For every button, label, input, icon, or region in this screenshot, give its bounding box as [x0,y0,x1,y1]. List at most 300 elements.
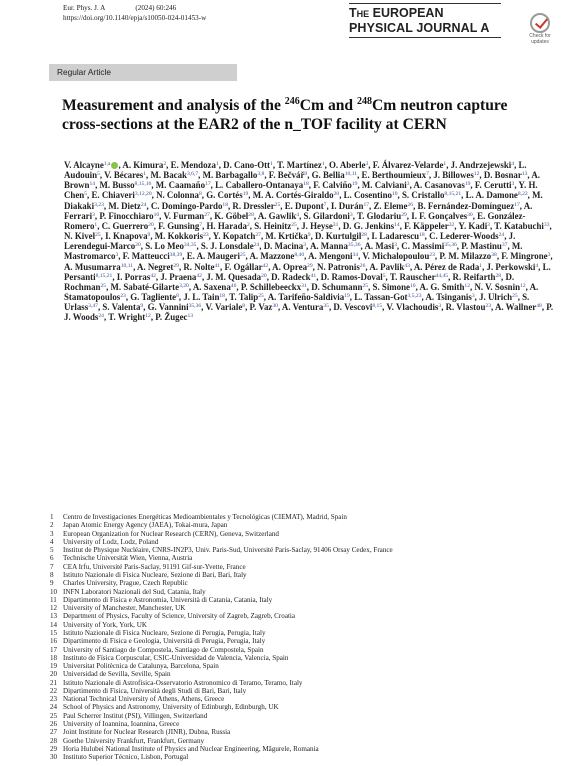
author-name[interactable] [354,292,421,302]
author-name[interactable] [494,221,549,231]
author-name[interactable] [130,292,179,302]
affiliation-text: Technische Universität Wien, Vienna, Austria [63,554,193,563]
author-affiliation-marker[interactable]: 5 [84,191,88,198]
author-affiliation-marker[interactable]: 23 [203,232,209,239]
author-affiliation-marker[interactable]: 3,8 [257,171,265,178]
author-affiliation-marker[interactable]: 1 [321,161,325,167]
author-affiliation-marker[interactable]: 10 [410,282,416,289]
author-name[interactable] [321,272,386,282]
affiliation-item [50,621,550,629]
author-affiliation-marker[interactable]: 17 [514,201,520,208]
author-name[interactable] [304,211,353,221]
affiliation-text: Universidad de Sevilla, Seville, Spain [63,670,171,679]
author-name[interactable] [333,302,382,312]
author-name[interactable] [206,190,248,200]
author-name[interactable] [150,170,198,180]
author-affiliation-marker[interactable]: 14 [394,221,400,228]
author-affiliation-marker[interactable]: 30 [272,303,278,310]
author-affiliation-marker[interactable]: 19 [344,293,350,300]
author-name[interactable] [183,262,220,272]
author-affiliation-marker[interactable]: 3 [487,221,490,228]
author-name[interactable] [250,251,305,261]
author-name-text: A. Musumarra [64,261,121,272]
author-name[interactable] [102,221,154,231]
author-name[interactable] [241,282,307,292]
author-affiliation-marker[interactable]: 7 [323,201,327,208]
author-affiliation-marker[interactable]: 23 [485,303,491,310]
author-name[interactable] [171,160,219,170]
author-name[interactable] [100,180,152,190]
author-name[interactable] [160,272,202,282]
author-name[interactable] [105,231,150,241]
author-name[interactable] [229,292,264,302]
author-name[interactable] [258,211,299,221]
author-name-text: L. Persanti [64,261,551,282]
author-affiliation-marker[interactable]: 31 [332,221,339,228]
affiliation-number: 20 [50,670,58,679]
author-name[interactable] [458,221,490,231]
author-affiliation-marker[interactable]: 1 [443,161,447,167]
author-affiliation-marker[interactable]: 19 [351,181,358,188]
author-affiliation-marker[interactable]: 17 [363,201,370,208]
author-affiliation-marker[interactable]: 25 [274,201,281,208]
author-name[interactable] [64,160,118,170]
author-affiliation-marker[interactable]: 38 [491,252,497,259]
author-name[interactable] [155,231,209,241]
author-name-text: J. Billowes [433,170,474,181]
author-affiliation-marker[interactable]: 3,5,23 [407,293,422,300]
journal-logo: THE EUROPEAN PHYSICAL JOURNAL A [349,3,501,38]
author-name[interactable] [329,160,368,170]
author-affiliation-marker[interactable]: 1 [215,161,219,167]
author-affiliation-marker[interactable]: 8,15,21 [95,272,113,279]
author-name[interactable] [268,292,350,302]
author-affiliation-marker[interactable]: 24 [498,232,505,239]
author-affiliation-marker[interactable]: 1 [143,171,147,178]
author-affiliation-marker[interactable]: 24 [253,242,260,249]
author-name-text: A. Stamatopoulos [64,281,539,303]
author-affiliation-marker[interactable]: 9 [140,303,144,310]
author-name[interactable] [475,180,514,190]
author-affiliation-marker[interactable]: 8,22 [517,191,528,198]
author-affiliation-marker[interactable]: 1 [479,262,483,269]
author-affiliation-marker[interactable]: 3 [303,242,306,249]
author-name[interactable] [404,221,454,231]
author-affiliation-marker[interactable]: 12 [520,282,526,289]
author-affiliation-marker[interactable]: 33 [543,221,550,228]
author-affiliation-marker[interactable]: 5 [97,171,100,178]
affiliation-text: Paul Scherrer Institut (PSI), Villingen, Switzerland [63,711,208,720]
author-name[interactable] [501,251,550,261]
affiliation-text: Department of Physics, Faculty of Science, University of Zagreb, Zagreb, Croatia [63,612,296,621]
author-affiliation-marker[interactable]: 3 [471,293,475,300]
author-name[interactable] [312,170,357,180]
author-affiliation-marker[interactable]: 4 [296,211,300,218]
author-name[interactable] [373,201,413,211]
author-affiliation-marker[interactable]: 20 [261,272,267,279]
affiliation-number: 4 [50,537,54,546]
author-name-text: T. Talip [229,292,259,303]
author-name[interactable] [205,302,245,312]
author-affiliation-marker[interactable]: 8,15 [372,303,383,310]
author-name[interactable] [91,190,151,200]
author-name[interactable] [265,231,310,241]
affiliation-number: 29 [50,744,58,753]
author-name[interactable] [484,170,528,180]
author-name-text: J. M. Quesada [206,271,262,282]
affiliation-number: 14 [50,620,58,629]
author-affiliation-marker[interactable]: 41 [214,262,221,269]
author-affiliation-marker[interactable]: 35 [323,303,329,310]
author-affiliation-marker[interactable]: 25 [100,282,107,289]
author-name[interactable] [420,282,470,292]
author-affiliation-marker[interactable]: 3 [406,181,410,188]
author-affiliation-marker[interactable]: 30 [467,211,473,218]
author-affiliation-marker[interactable]: 19 [464,181,471,188]
author-name-text: R. Vlastou [445,302,486,313]
author-name[interactable] [411,211,472,221]
author-affiliation-marker[interactable]: 4 [535,262,539,269]
author-affiliation-marker[interactable]: 44,45 [435,272,449,279]
affiliation-item [50,588,550,596]
author-name[interactable] [271,272,316,282]
author-name-text: T. Glodariu [356,210,402,221]
author-affiliation-marker[interactable]: 10,11 [344,171,358,178]
author-affiliation-marker[interactable]: 28 [248,211,254,218]
author-name[interactable] [64,231,101,241]
author-name-text: P. Žugec [155,312,188,323]
author-affiliation-marker[interactable]: 26 [407,201,414,208]
author-affiliation-marker[interactable]: 4 [511,161,515,167]
author-affiliation-marker[interactable]: 29 [307,262,313,269]
author-name[interactable] [232,201,280,211]
author-affiliation-marker[interactable]: 43 [404,262,410,269]
author-affiliation-marker[interactable]: 9 [304,171,308,178]
author-affiliation-marker[interactable]: 2 [246,221,250,228]
author-name[interactable] [206,272,266,282]
author-name[interactable] [108,312,151,322]
author-name[interactable] [414,262,482,272]
author-name[interactable] [254,221,297,231]
author-affiliation-marker[interactable]: 8,15,16 [134,181,152,188]
author-affiliation-marker[interactable]: 8 [176,293,179,300]
author-affiliation-marker[interactable]: 41 [310,272,317,279]
author-name[interactable] [102,302,143,312]
author-affiliation-marker[interactable]: 27 [255,232,261,239]
author-name-text: R. Nolte [183,261,215,272]
author-name[interactable] [461,241,507,251]
author-affiliation-marker[interactable]: 25 [512,293,518,300]
author-affiliation-marker[interactable]: 18 [419,232,425,239]
affiliation-item [50,546,550,554]
author-list: V. Alcayne$^{1,a}$ , A. Kimura$^2$, E. Mendoza$^1$, D. Cano-Ott$^1$, T. Martínez$^1$, O. Aberle$^3$, F. Álvarez-Velarde$^1$, J. Andrzejewski$^4$, L. Audouin$^5$, V. Bécares$^1$, M. Bacak$^{3,6,7}$, M. Barbagallo$^{3,8}$, F. Bečvář$^9$, G. Bellia$^{10,11}$, E. Berthoumieux$^7$, J. Billowes$^{12}$, D. Bosnar$^{13}$, A. Brown$^{14}$, M. Busso$^{8,15,16}$, M. Caamaño$^{17}$, L. Caballero-Ontanaya$^{18}$, F. Calviño$^{19}$, M. Calviani$^3$, A. Casanovas$^{19}$, F. Cerutti$^3$, Y. H. Chen$^5$, E. Chiaveri$^{3,12,20}$, N. Colonna$^8$, G. Cortés$^{19}$, M. A. Cortés-Giraldo$^{20}$, L. Cosentino$^{10}$, S. Cristallo$^{8,15,21}$, L. A. Damone$^{8,22}$, M. Diakaki$^{3,23}$, M. Dietz$^{24}$, C. Domingo-Pardo$^{18}$, R. Dressler$^{25}$, E. Dupont$^7$, I. Durán$^{17}$, Z. Eleme$^{26}$, B. Fernández-Domínguez$^{17}$, A. Ferrari$^3$, P. Finocchiaro$^{10}$, V. Furman$^{27}$, K. Göbel$^{28}$, A. Gawlik$^4$, S. Gilardoni$^3$, T. Glodariu$^{29}$, I. F. Gonçalves$^{30}$, E. González-Romero$^1$, C. Guerrero$^{20}$, F. Gunsing$^7$, H. Harada$^2$, S. Heinitz$^{25}$, J. Heyse$^{31}$, D. G. Jenkins$^{14}$, F. Käppeler$^{32}$, Y. Kadi$^3$, T. Katabuchi$^{33}$, N. Kivel$^{25}$, I. Knapova$^9$, M. Kokkoris$^{23}$, Y. Kopatch$^{27}$, M. Krtička$^9$, D. Kurtulgil$^{28}$, I. Ladarescu$^{18}$, C. Lederer-Woods$^{24}$, J. Lerendegui-Marco$^{20}$, S. Lo Meo$^{34,35}$, S. J. Lonsdale$^{24}$, D. Macina$^3$, A. Manna$^{35,36}$, A. Masi$^3$, C. Massimi$^{35,36}$, P. Mastinu$^{37}$, M. Mastromarco$^3$, F. Matteucci$^{38,39}$, E. A. Maugeri$^{25}$, A. Mazzone$^{8,40}$, A. Mengoni$^{34}$, V. Michalopoulou$^{23}$, P. M. Milazzo$^{38}$, F. Mingrone$^3$, A. Musumarra$^{10,11}$, A. Negret$^{29}$, R. Nolte$^{41}$, F. Ogállar$^{42}$, A. Oprea$^{29}$, N. Patronis$^{26}$, A. Pavlik$^{43}$, A. Pérez de Rada$^1$, J. Perkowski$^4$, L. Persanti$^{8,15,21}$, I. Porras$^{42}$, J. Praena$^{42}$, J. M. Quesada$^{20}$, D. Radeck$^{41}$, D. Ramos-Doval$^5$, T. Rauscher$^{44,45}$, R. Reifarth$^{28}$, D. Rochman$^{25}$, M. Sabaté-Gilarte$^{3,20}$, A. Saxena$^{46}$, P. Schillebeeckx$^{31}$, D. Schumann$^{25}$, S. Simone$^{10}$, A. G. Smith$^{12}$, N. V. Sosnin$^{12}$, A. Stamatopoulos$^{23}$, G. Tagliente$^8$, J. L. Tain$^{18}$, T. Talip$^{25}$, A. Tarifeño-Saldivia$^{19}$, L. Tassan-Got$^{3,5,23}$, A. Tsinganis$^3$, J. Ulrich$^{25}$, S. Urlass$^{3,47}$, S. Valenta$^9$, G. Vannini$^{35,36}$, V. Variale$^8$, P. Vaz$^{30}$, A. Ventura$^{35}$, D. Vescovi$^{8,15}$, V. Vlachoudis$^3$, R. Vlastou$^{23}$, A. Wallner$^{48}$, P. J. Woods$^{24}$, T. Wright$^{12}$, P. Žugec$^{13}$ [64,160,554,323]
author-name[interactable] [301,221,338,231]
author-affiliation-marker[interactable]: 3 [438,303,442,310]
author-name-text: F. Käppeler [404,220,449,231]
author-affiliation-marker[interactable]: 3 [349,211,353,218]
author-affiliation-marker[interactable]: 28 [495,272,502,279]
affiliation-number: 5 [50,546,54,555]
author-name[interactable] [253,190,339,200]
affiliation-text: Instituto de Física Corpuscular, CSIC-Universidad de Valencia, Valencia, Spain [63,653,289,662]
author-name[interactable] [362,170,429,180]
author-name[interactable] [277,160,324,170]
author-affiliation-marker[interactable]: 3,20 [179,282,189,289]
affiliation-text: Joint Institute for Nuclear Research (JINR), Dubna, Russia [63,728,231,737]
author-name[interactable] [163,211,209,221]
author-affiliation-marker[interactable]: 8,40 [294,252,305,259]
author-name[interactable] [495,302,542,312]
author-affiliation-marker[interactable]: 3,47 [88,303,98,310]
author-affiliation-marker[interactable]: 25 [362,282,369,289]
author-name[interactable] [310,241,361,251]
author-affiliation-marker[interactable]: 3,23 [94,201,104,208]
author-name[interactable] [487,262,539,272]
author-name[interactable] [362,180,410,190]
author-affiliation-marker[interactable]: 20 [148,221,154,228]
author-name-text: G. Bellia [311,170,345,181]
author-affiliation-marker[interactable]: 23 [429,252,435,259]
author-name[interactable] [148,302,202,312]
author-affiliation-marker[interactable]: 17 [205,181,211,188]
author-name-text: K. Göbel [214,210,249,221]
author-affiliation-marker[interactable]: 1 [94,221,98,228]
check-for-updates-button[interactable] [525,13,555,47]
author-affiliation-marker[interactable]: 2 [163,161,167,167]
author-name[interactable] [123,251,183,261]
author-name[interactable] [122,160,166,170]
affiliation-number: 25 [50,711,58,720]
author-affiliation-marker[interactable]: 27 [204,211,210,218]
author-name[interactable] [183,292,225,302]
author-affiliation-marker[interactable]: 3 [394,242,397,249]
author-affiliation-marker[interactable]: 3 [365,161,369,167]
author-name-text: C. Massimi [401,241,445,252]
author-name-text: N. Kivel [64,231,96,242]
author-name[interactable] [156,190,202,200]
author-affiliation-marker[interactable]: 29 [173,262,179,269]
author-name[interactable] [451,160,514,170]
author-name[interactable] [418,201,520,211]
author-name[interactable] [272,262,312,272]
author-affiliation-marker[interactable]: 14 [89,181,96,188]
author-name[interactable] [474,282,525,292]
author-affiliation-marker[interactable]: 10 [153,211,160,218]
affiliation-item [50,679,550,687]
author-name-text: V. Furman [163,210,205,221]
affiliation-number: 11 [50,595,57,604]
author-name[interactable] [156,180,211,190]
author-name[interactable] [344,190,398,200]
affiliation-item [50,662,550,670]
author-affiliation-marker[interactable]: 3,6,7 [186,171,199,178]
author-affiliation-marker[interactable]: 13 [521,171,528,178]
author-name[interactable] [373,160,446,170]
author-name[interactable] [207,221,250,231]
doi-link[interactable]: https://doi.org/10.1140/epja/s10050-024-01453-w [63,13,207,22]
author-name[interactable] [282,302,329,312]
author-name[interactable] [214,211,254,221]
author-affiliation-marker[interactable]: 25 [258,293,264,300]
author-name[interactable] [223,160,273,170]
author-name-text: F. Mingrone [501,251,548,262]
author-affiliation-marker[interactable]: 42 [196,272,202,279]
author-name[interactable] [433,170,479,180]
author-name[interactable] [285,201,327,211]
author-name[interactable] [213,231,261,241]
author-affiliation-marker[interactable]: 12 [145,313,151,320]
author-affiliation-marker[interactable]: 20 [333,191,340,198]
orcid-icon[interactable] [111,162,118,169]
author-name[interactable] [313,180,357,190]
author-affiliation-marker[interactable]: 3 [115,252,119,259]
author-affiliation-marker[interactable]: 26 [359,262,366,269]
author-name[interactable] [201,241,259,251]
author-affiliation-marker[interactable]: 3 [547,252,551,259]
author-name[interactable] [137,262,179,272]
author-affiliation-marker[interactable]: 1 [270,161,273,167]
affiliation-list [50,513,550,761]
author-affiliation-marker[interactable]: 35,36 [444,242,457,249]
author-affiliation-marker[interactable]: 34 [352,252,359,259]
author-affiliation-marker[interactable]: 48 [536,303,542,310]
author-name-text: M. Krtička [265,231,308,242]
author-affiliation-marker[interactable]: 34,35 [183,242,197,249]
affiliation-number: 6 [50,554,54,563]
author-affiliation-marker[interactable]: 13 [187,313,194,320]
author-name[interactable] [357,211,407,221]
author-name[interactable] [308,251,358,261]
author-name[interactable] [386,302,441,312]
author-name[interactable] [317,262,365,272]
author-name[interactable] [108,201,146,211]
author-name[interactable] [145,241,196,251]
author-affiliation-marker[interactable]: 20 [135,242,141,249]
author-name[interactable] [401,241,457,251]
affiliation-item [50,712,550,720]
author-affiliation-marker[interactable]: 9 [307,232,311,239]
author-name[interactable] [364,241,396,251]
author-affiliation-marker[interactable]: 12 [473,171,480,178]
author-name[interactable] [331,201,369,211]
author-affiliation-marker[interactable]: 10,11 [120,262,134,269]
author-affiliation-marker[interactable]: 7 [426,171,429,178]
author-name[interactable] [373,282,416,292]
author-affiliation-marker[interactable]: 18 [222,201,228,208]
author-affiliation-marker[interactable]: 3 [511,181,515,188]
author-name[interactable] [155,312,193,322]
author-affiliation-marker[interactable]: 25 [239,252,246,259]
author-affiliation-marker[interactable]: 23 [120,293,126,300]
author-affiliation-marker[interactable]: 1,a [103,161,111,167]
author-name-text: E. A. Maugeri [186,251,240,262]
author-name[interactable] [193,282,237,292]
affiliation-number: 30 [50,753,58,762]
author-name[interactable] [64,262,133,272]
author-affiliation-marker[interactable]: 10 [391,191,398,198]
author-name[interactable] [371,231,424,241]
author-name[interactable] [264,241,306,251]
author-affiliation-marker[interactable]: 5 [382,272,386,279]
author-name[interactable] [250,302,278,312]
author-affiliation-marker[interactable]: 8 [242,303,246,310]
author-affiliation-marker[interactable]: 25 [95,232,101,239]
author-affiliation-marker[interactable]: 19 [242,191,249,198]
author-name[interactable] [203,170,265,180]
author-affiliation-marker[interactable]: 24 [140,201,147,208]
author-name[interactable] [343,221,400,231]
author-affiliation-marker[interactable]: 8,15,21 [444,191,462,198]
author-name[interactable] [111,282,189,292]
author-name-text: P. Vaz [249,302,273,313]
author-affiliation-marker[interactable]: 37 [501,242,508,249]
author-affiliation-marker[interactable]: 38,39 [169,252,183,259]
author-name[interactable] [104,170,146,180]
author-affiliation-marker[interactable]: 32 [448,221,455,228]
author-name[interactable] [151,201,228,211]
author-name[interactable] [439,251,497,261]
author-affiliation-marker[interactable]: 18 [303,181,309,188]
author-name[interactable] [466,190,528,200]
author-name[interactable] [390,272,448,282]
author-name[interactable] [479,292,518,302]
author-name[interactable] [402,190,461,200]
author-name[interactable] [315,231,367,241]
author-name[interactable] [446,302,491,312]
author-affiliation-marker[interactable]: 12 [464,282,471,289]
author-name[interactable] [369,262,410,272]
author-name[interactable] [425,292,474,302]
affiliation-text: Istituto Nazionale di Astrofisica-Osservatorio Astronomico di Teramo, Teramo, Italy [63,678,303,687]
author-name[interactable] [269,170,307,180]
author-affiliation-marker[interactable]: 29 [401,211,407,218]
author-name[interactable] [99,211,159,221]
author-affiliation-marker[interactable]: 9 [147,232,151,239]
affiliation-item [50,563,550,571]
author-affiliation-marker[interactable]: 25 [291,221,297,228]
affiliation-item [50,612,550,620]
author-affiliation-marker[interactable]: 3,12,20 [134,191,152,198]
author-affiliation-marker[interactable]: 31 [301,282,307,289]
author-affiliation-marker[interactable]: 35,36 [188,303,202,310]
author-name[interactable] [362,251,435,261]
author-name[interactable] [158,221,202,231]
author-name[interactable] [311,282,368,292]
author-affiliation-marker[interactable]: 46 [230,282,237,289]
author-affiliation-marker[interactable]: 7 [199,221,203,228]
author-affiliation-marker[interactable]: 35,36 [347,242,361,249]
author-affiliation-marker[interactable]: 8 [198,191,202,198]
author-name[interactable] [224,262,268,272]
author-affiliation-marker[interactable]: 42 [262,262,269,269]
author-name-text: F. Calviño [313,180,352,191]
author-name[interactable] [117,272,156,282]
author-name-text: J. L. Tain [183,292,220,303]
author-name[interactable] [187,251,246,261]
author-affiliation-marker[interactable]: 42 [150,272,156,279]
author-affiliation-marker[interactable]: 28 [361,232,367,239]
author-affiliation-marker[interactable]: 3 [92,211,95,218]
author-name[interactable] [429,231,504,241]
affiliation-text: University of Santiago de Compostela, Santiago de Compostela, Spain [63,645,264,654]
author-name[interactable] [215,180,309,190]
author-affiliation-marker[interactable]: 18 [219,293,225,300]
author-name-text: D. G. Jenkins [342,220,395,231]
author-name-text: M. Busso [99,180,135,191]
author-affiliation-marker[interactable]: 24 [98,313,104,320]
author-name[interactable] [414,180,471,190]
author-name[interactable] [453,272,501,282]
